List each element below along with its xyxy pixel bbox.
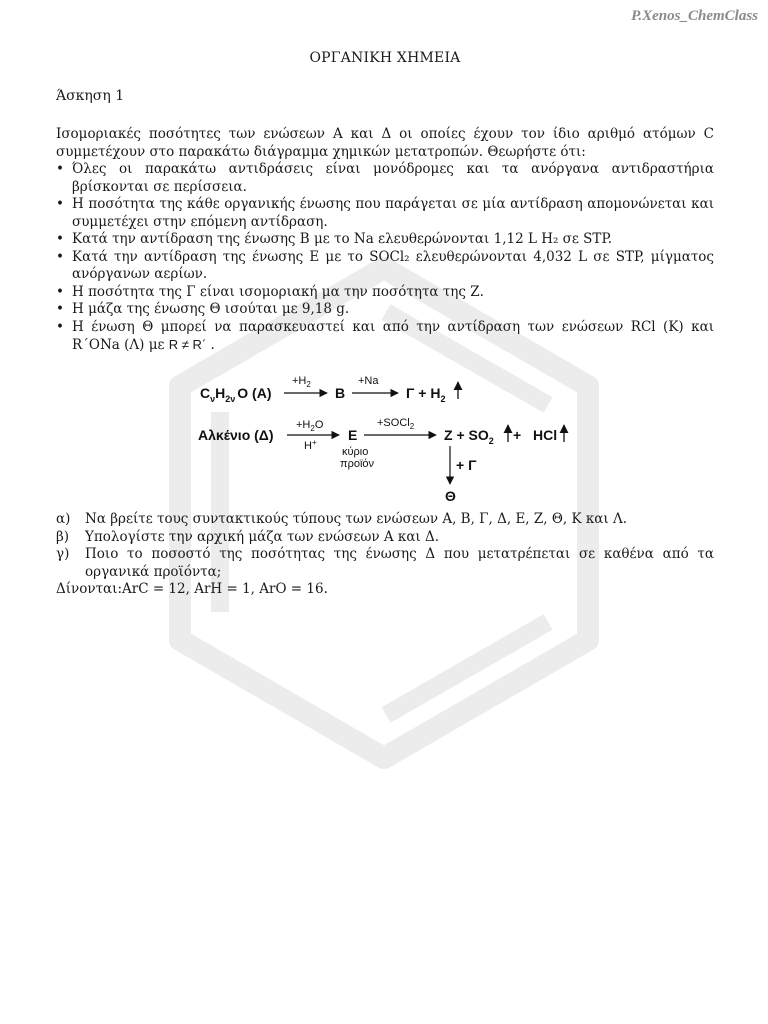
question-item <box>56 546 714 581</box>
questions-section <box>56 511 714 599</box>
assumption-item-6: • Η μάζα της ένωσης Θ ισούται με 9,18 g. <box>56 301 714 319</box>
compound-d-alkene: Αλκένιο (Δ) <box>198 427 274 443</box>
intro-paragraph: Ισομοριακές ποσότητες των ενώσεων Α και Δ οι οποίες έχουν τον ίδιο αριθμό ατόμων C συμμετέχουν στο παρακάτω διάγραμμα χημικών μετατροπών. Θεωρήστε ότι: <box>56 126 714 160</box>
compound-theta: Θ <box>445 488 456 504</box>
assumption-item-7-text: Η ένωση Θ μπορεί να παρασκευαστεί και από την αντίδραση των ενώσεων RCl (Κ) και R΄ONa (Λ) με <box>72 318 714 353</box>
assumption-item-2: • Η ποσότητα της κάθε οργανικής ένωσης που παράγεται σε μία αντίδραση απομονώνεται και συμμετέχει στην επόμενη αντίδραση. <box>56 196 714 231</box>
reagent-h2-label: $+H_2$ <box>292 375 311 389</box>
assumption-item-1: • Όλες οι παρακάτω αντιδράσεις είναι μονόδρομες και τα ανόργανα αντιδραστήρια βρίσκονται σε περίσσεια. <box>56 161 714 196</box>
question-text: Να βρείτε τους συντακτικούς τύπους των ενώσεων Α, Β, Γ, Δ, Ε, Ζ, Θ, Κ και Λ. <box>85 511 628 527</box>
main-product-label-line2: προϊόν <box>340 458 375 470</box>
assumption-item-5: • Η ποσότητα της Γ είναι ισομοριακή μα την ποσότητα της Ζ. <box>56 284 714 302</box>
compound-hcl: HCl <box>533 427 558 443</box>
given-values: Δίνονται:ArC = 12, ArH = 1, ArO = 16. <box>56 581 328 597</box>
reagent-na-label: +Na <box>358 375 379 387</box>
r-not-equal-r-prime: R ≠ R΄ <box>168 337 207 352</box>
question-text: Υπολογίστε την αρχική μάζα των ενώσεων Α και Δ. <box>85 528 440 545</box>
compound-e: E <box>348 427 358 443</box>
question-marker: α) <box>56 511 71 527</box>
main-product-label-line1: κύριο <box>342 446 369 458</box>
catalyst-h-plus-label: H+ <box>304 438 317 452</box>
compound-a-formula: $C_\nu H_{2\nu}$ O (A) <box>200 385 272 404</box>
question-text: Ποιο το ποσοστό της ποσότητας της ένωσης Δ που μετατρέπεται σε καθένα από τα οργανικά προϊόντα; <box>85 546 714 580</box>
question-item <box>56 511 714 529</box>
plus-sign: + <box>513 427 522 443</box>
reagent-h2o-label: $+H_2O$ <box>296 419 324 433</box>
assumption-item-4: • Κατά την αντίδραση της ένωσης Ε με το SOCl₂ ελευθερώνονται 4,032 L σε STP, μίγματος ανόργανων αερίων. <box>56 249 714 284</box>
reagent-socl2-label: +SOCl$_2$ <box>377 417 415 431</box>
header-brand: P.Xenos_ChemClass <box>631 8 758 24</box>
question-item <box>56 529 714 547</box>
question-marker: γ) <box>56 546 70 562</box>
assumption-item-3: • Κατά την αντίδραση της ένωσης Β με το Na ελευθερώνονται 1,12 L H₂ σε STP. <box>56 231 714 249</box>
question-marker: β) <box>56 528 70 545</box>
exercise-heading: Άσκηση 1 <box>56 87 125 104</box>
assumption-item-7-end: . <box>210 337 215 353</box>
compound-g-h2: $\Gamma + H_2$ <box>406 385 446 404</box>
compound-z-so2: $Z + SO_2$ <box>444 427 494 446</box>
reagent-g-label: + Γ <box>456 457 477 473</box>
page-title: ΟΡΓΑΝΙΚΗ ΧΗΜΕΙΑ <box>309 50 461 66</box>
compound-b: B <box>335 385 346 401</box>
